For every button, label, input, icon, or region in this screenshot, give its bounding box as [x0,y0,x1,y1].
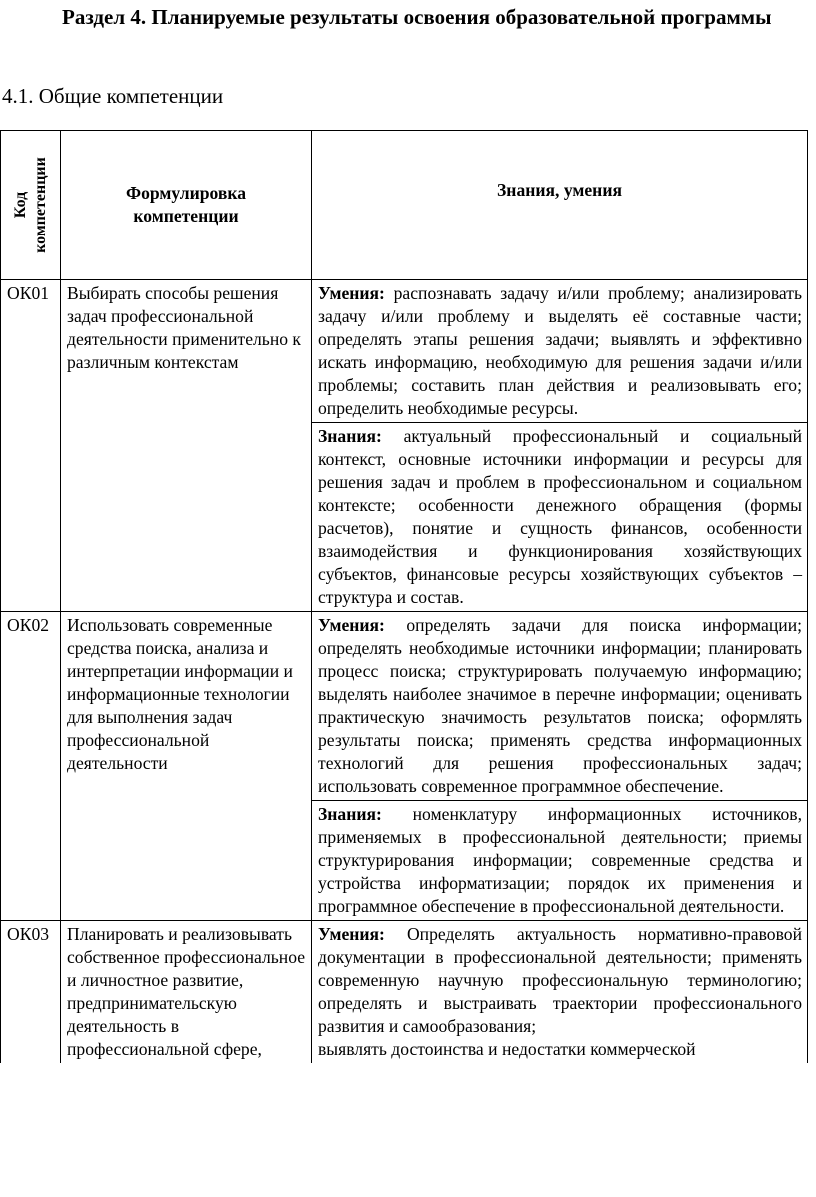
knowledge-cell [312,801,808,921]
skills-cell [312,921,808,1064]
section-title: Раздел 4. Планируемые результаты освоения образовательной программы [62,5,772,29]
competency-formulation: Выбирать способы решения задач профессиональной деятельности применительно к различным контекстам [61,280,312,612]
table-row [1,280,808,423]
table-row [1,612,808,801]
skills-cell [312,612,808,801]
knowledge-label: Знания: [318,426,382,446]
header-knowledge-text: Знания, умения [497,180,622,200]
knowledge-cell [312,423,808,612]
competency-code: ОК02 [1,612,61,921]
competency-formulation: Использовать современные средства поиска, анализа и интерпретации информации и информационные технологии для выполнения задач профессиональной деятельности [61,612,312,921]
competency-code: ОК03 [1,921,61,1064]
header-knowledge [312,131,808,280]
skills-label: Умения: [318,924,385,944]
skills-text: распознавать задачу и/или проблему; анализировать задачу и/или проблему и выделять её составные части; определять этапы решения задачи; выявлять и эффективно искать информацию, необходимую для решения задачи и/или проблемы; составить план действия и реализовывать его; определить необходимые ресурсы. [318,283,802,418]
skills-text: Определять актуальность нормативно-правовой документации в профессиональной деятельности; применять современную научную профессиональную терминологию; определять и выстраивать траектории профессионального развития и самообразования; [318,924,802,1036]
header-code-line2: компетенции [31,157,49,253]
header-formulation [61,131,312,280]
table-row [1,921,808,1064]
knowledge-label: Знания: [318,804,382,824]
competencies-table [0,130,808,1063]
knowledge-text: номенклатуру информационных источников, применяемых в профессиональной деятельности; приемы структурирования информации; современные средства и устройства информатизации; порядок их применения и программное обеспечение в профессиональной деятельности. [318,804,802,916]
header-code-line1: Код [11,191,29,219]
skills-text: определять задачи для поиска информации; определять необходимые источники информации; планировать процесс поиска; структурировать получаемую информацию; выделять наиболее значимое в перечне информации; оценивать практическую значимость результатов поиска; оформлять результаты поиска; применять средства информационных технологий для решения профессиональных задач; использовать современное программное обеспечение. [318,615,802,796]
table-header-row [1,131,808,280]
skills-label: Умения: [318,615,385,635]
knowledge-text: актуальный профессиональный и социальный контекст, основные источники информации и ресурсы для решения задач и проблем в профессиональном и социальном контексте; особенности денежного обращения (формы расчетов), понятие и сущность финансов, особенности взаимодействия и функционирования хозяйствующих субъектов, финансовые ресурсы хозяйствующих субъектов – структура и состав. [318,426,802,607]
skills-label: Умения: [318,283,385,303]
skills-cell [312,280,808,423]
skills-text-continued: выявлять достоинства и недостатки коммерческой [318,1039,696,1059]
header-formulation-text: Формулировка компетенции [125,183,247,226]
header-code [1,131,61,280]
section-subtitle: 4.1. Общие компетенции [2,84,224,108]
competency-formulation: Планировать и реализовывать собственное профессиональное и личностное развитие, предпринимательскую деятельность в профессиональной сфере, [61,921,312,1064]
competency-code: ОК01 [1,280,61,612]
